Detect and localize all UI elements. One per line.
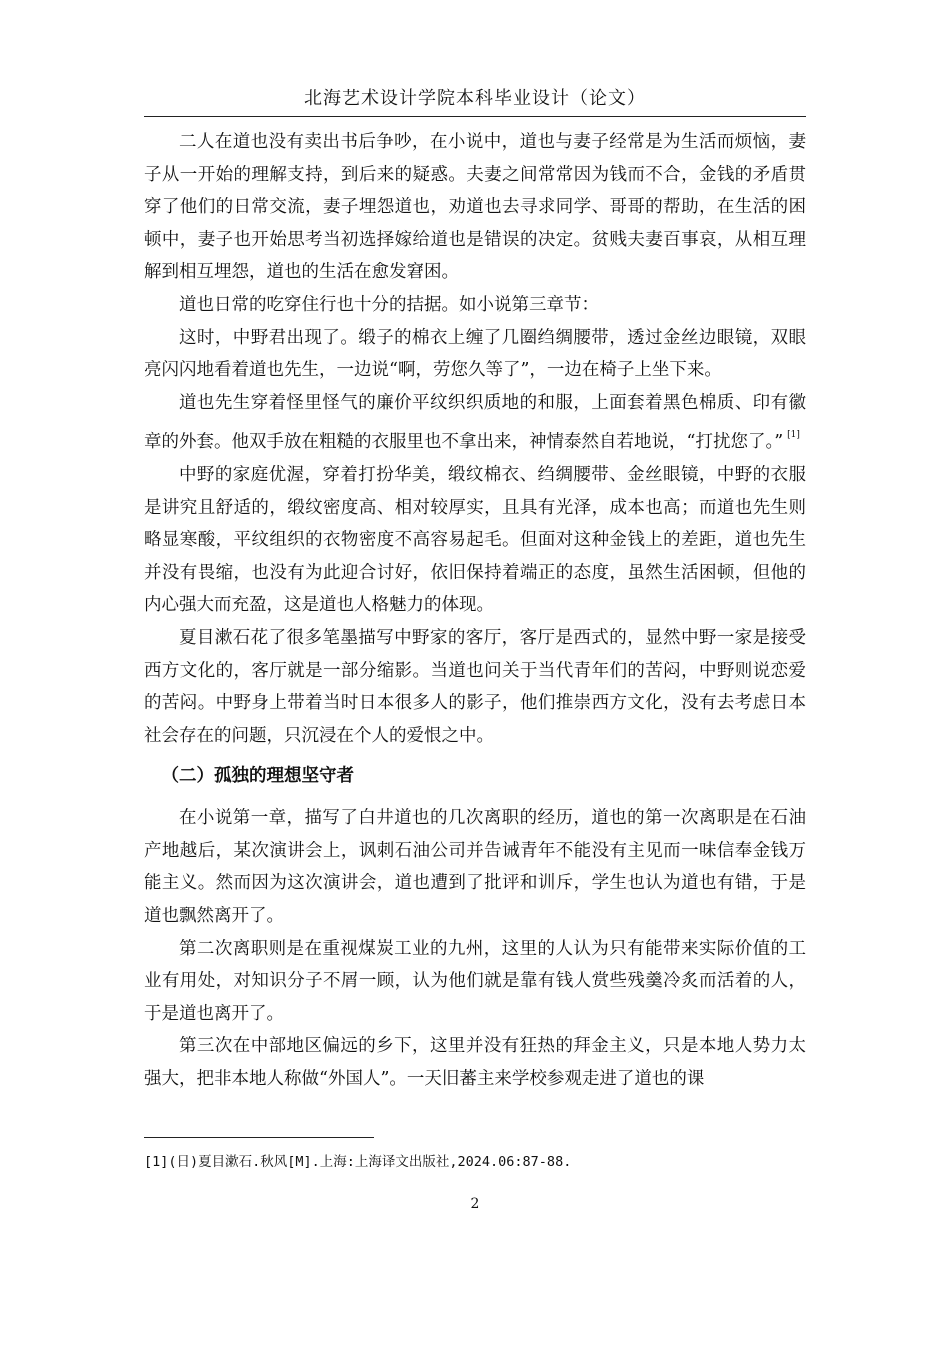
footnote-divider (144, 1137, 374, 1138)
paragraph: 第三次在中部地区偏远的乡下，这里并没有狂热的拜金主义，只是本地人势力太强大，把非本地人称做“外国人”。一天旧蕃主来学校参观走进了道也的课 (144, 1036, 806, 1090)
header-divider (144, 116, 806, 117)
paragraph: 第二次离职则是在重视煤炭工业的九州，这里的人认为只有能带来实际价值的工业有用处，对知识分子不屑一顾，认为他们就是靠有钱人赏些残羹冷炙而活着的人，于是道也离开了。 (144, 938, 806, 1024)
section-heading: （二）孤独的理想坚守者 (161, 766, 354, 787)
page-number: 2 (470, 1196, 480, 1212)
paragraph: 中野的家庭优渥，穿着打扮华美，缎纹棉衣、绉绸腰带、金丝眼镜，中野的衣服是讲究且舒适的，缎纹密度高、相对较厚实，且具有光泽，成本也高；而道也先生则略显寒酸，平纹组织的衣物密度不高容易起毛。但面对这种金钱上的差距，道也先生并没有畏缩，也没有为此迎合讨好，依旧保持着端正的态度，虽然生活困顿，但他的内心强大而充盈，这是道也人格魅力的体现。 (144, 464, 806, 616)
paragraph: 道也日常的吃穿住行也十分的拮据。如小说第三章节： (179, 294, 599, 315)
quote-text: 道也先生穿着怪里怪气的廉价平纹织织质地的和服，上面套着黑色棉质、印有徽章的外套。他双手放在粗糙的衣服里也不拿出来，神情泰然自若地说，“打扰您了。” (144, 392, 806, 453)
body-text (144, 126, 806, 1096)
paragraph: 夏目漱石花了很多笔墨描写中野家的客厅，客厅是西式的，显然中野一家是接受西方文化的，客厅就是一部分缩影。当道也问关于当代青年们的苦闷，中野则说恋爱的苦闷。中野身上带着当时日本很多人的影子，他们推崇西方文化，没有去考虑日本社会存在的问题，只沉浸在个人的爱恨之中。 (144, 627, 806, 746)
page-header-title: 北海艺术设计学院本科毕业设计（论文） (304, 88, 646, 109)
quote-paragraph: 这时，中野君出现了。缎子的棉衣上缠了几圈绉绸腰带，透过金丝边眼镜，双眼亮闪闪地看着道也先生，一边说“啊，劳您久等了”，一边在椅子上坐下来。 (144, 327, 806, 381)
quote-paragraph (144, 387, 806, 459)
footnote: [1](日)夏目漱石.秋风[M].上海:上海译文出版社,2024.06:87-88. (144, 1154, 572, 1170)
paragraph: 在小说第一章，描写了白井道也的几次离职的经历，道也的第一次离职是在石油产地越后，某次演讲会上，讽刺石油公司并告诫青年不能没有主见而一味信奉金钱万能主义。然而因为这次演讲会，道也遭到了批评和训斥，学生也认为道也有错，于是道也飘然离开了。 (144, 808, 806, 927)
citation-mark[interactable]: [1] (787, 430, 800, 441)
paragraph: 二人在道也没有卖出书后争吵，在小说中，道也与妻子经常是为生活而烦恼，妻子从一开始的理解支持，到后来的疑惑。夫妻之间常常因为钱而不合，金钱的矛盾贯穿了他们的日常交流，妻子埋怨道也，劝道也去寻求同学、哥哥的帮助，在生活的困顿中，妻子也开始思考当初选择嫁给道也是错误的决定。贫贱夫妻百事哀，从相互理解到相互埋怨，道也的生活在愈发窘困。 (144, 132, 806, 283)
